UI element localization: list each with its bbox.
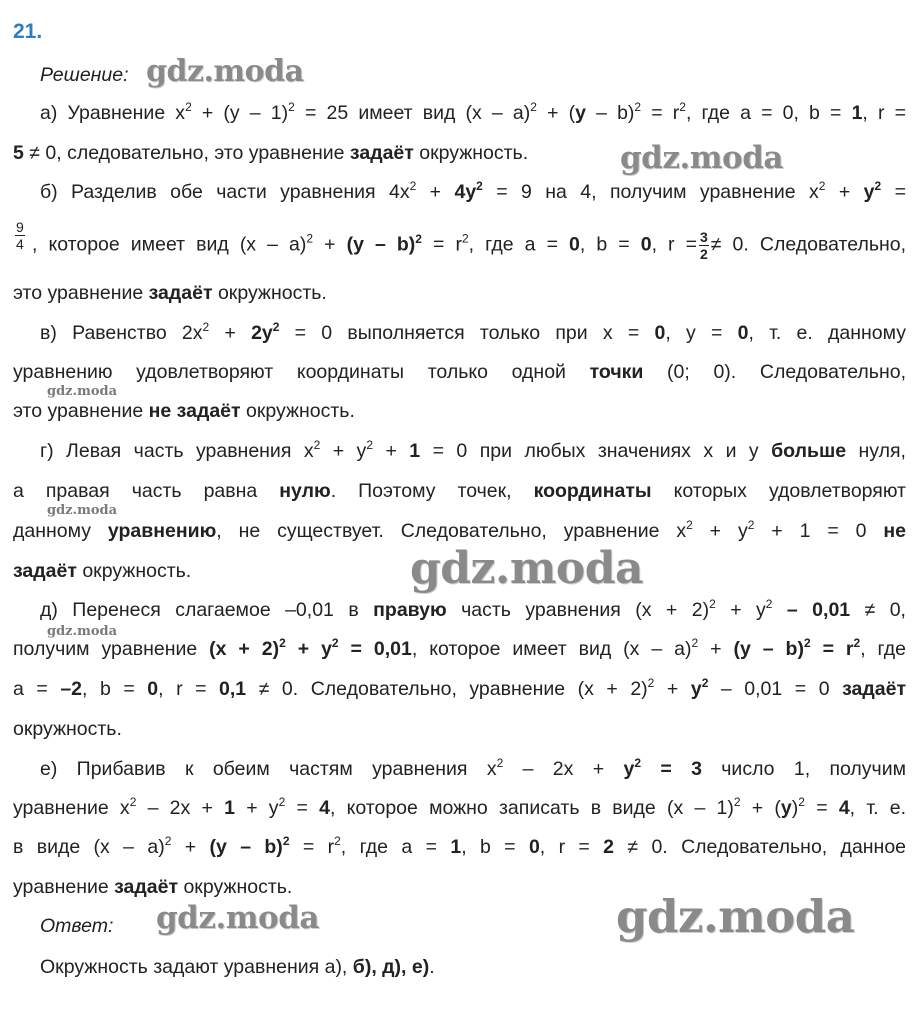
problem-number: 21. <box>13 20 43 43</box>
part-b-line-3: это уравнение задаёт окружность. <box>13 282 327 304</box>
part-g-line-1: г) Левая часть уравнения $x^2 + y^2 + 1 = 0$ при любых значениях x и y больше нуля, <box>40 438 906 462</box>
watermark-logo-small: gdz.moda <box>47 503 118 518</box>
watermark-logo-small: gdz.moda <box>47 624 118 639</box>
part-g-line-3: данному уравнению, не существует. Следовательно, уравнение $x^2 + y^2 + 1 = 0$ не <box>13 518 906 542</box>
part-g-line-2: а правая часть равна нулю. Поэтому точек, координаты которых удовлетворяют <box>13 480 906 502</box>
part-b-line-2: , которое имеет вид $(x - a)^2 + (y - b)^2 = r^2$, где a = 0, b = 0, r = $\frac{3}{2}$ ≠ 0. Следовательно, <box>32 229 907 262</box>
part-d-line-3: a = –2, b = 0, r = 0,1 ≠ 0. Следовательно, уравнение $(x + 2)^2 + y^2 - 0,01 = 0$ задаёт <box>13 676 906 700</box>
part-d-line-1: д) Перенеся слагаемое –0,01 в правую часть уравнения $(x + 2)^2 + y^2 - 0,01 \ne 0$, <box>40 597 906 621</box>
part-e-line-4: уравнение задаёт окружность. <box>13 876 293 898</box>
watermark-logo: gdz.moda <box>156 900 319 936</box>
part-a-line-1: а) Уравнение $x^2 + (y - 1)^2 = 25$ имеет вид $(x - a)^2 + (y - b)^2 = r^2$, где a = 0, b = 1, r = <box>40 100 907 124</box>
part-v-line-1: в) Равенство $2x^2 + 2y^2 = 0$ выполняется только при x = 0, y = 0, т. е. данному <box>40 320 906 344</box>
solution-label: Решение: <box>40 64 129 86</box>
part-e-line-1: е) Прибавив к обеим частям уравнения $x^2 - 2x + y^2 = 3$ число 1, получим <box>40 756 907 780</box>
answer-label: Ответ: <box>40 915 114 937</box>
answer-text: Окружность задают уравнения а), б), д), е). <box>40 956 435 978</box>
part-d-line-2: получим уравнение $(x + 2)^2 + y^2 = 0,01$, которое имеет вид $(x - a)^2 + (y - b)^2 = r^2$, где <box>13 636 907 660</box>
watermark-logo: gdz.moda <box>616 890 855 943</box>
part-e-line-2: уравнение $x^2 - 2x + 1 + y^2 = 4$, которое можно записать в виде $(x - 1)^2 + (y)^2 = 4$, т. е. <box>13 795 906 819</box>
part-d-line-4: окружность. <box>13 718 122 740</box>
part-g-line-4: задаёт окружность. <box>13 560 192 582</box>
fraction-nine-fourths: $\frac{9}{4}$ <box>16 219 24 252</box>
part-a-line-2: 5 ≠ 0, следовательно, это уравнение задаёт окружность. <box>13 142 529 164</box>
part-v-line-2: уравнению удовлетворяют координаты только одной точки (0; 0). Следовательно, <box>13 361 906 383</box>
part-e-line-3: в виде $(x - a)^2 + (y - b)^2 = r^2$, где a = 1, b = 0, r = 2 ≠ 0. Следовательно, данное <box>13 834 907 858</box>
part-b-line-1: б) Разделив обе части уравнения $4x^2 + 4y^2 = 9$ на 4, получим уравнение $x^2 + y^2$ = <box>40 179 906 203</box>
part-v-line-3: это уравнение не задаёт окружность. <box>13 400 355 422</box>
fraction-three-halves: $\frac{3}{2}$ <box>700 229 708 262</box>
watermark-logo-small: gdz.moda <box>47 384 118 399</box>
watermark-logo: gdz.moda <box>146 54 304 89</box>
watermark-logo: gdz.moda <box>410 543 644 594</box>
watermark-logo: gdz.moda <box>620 140 783 176</box>
